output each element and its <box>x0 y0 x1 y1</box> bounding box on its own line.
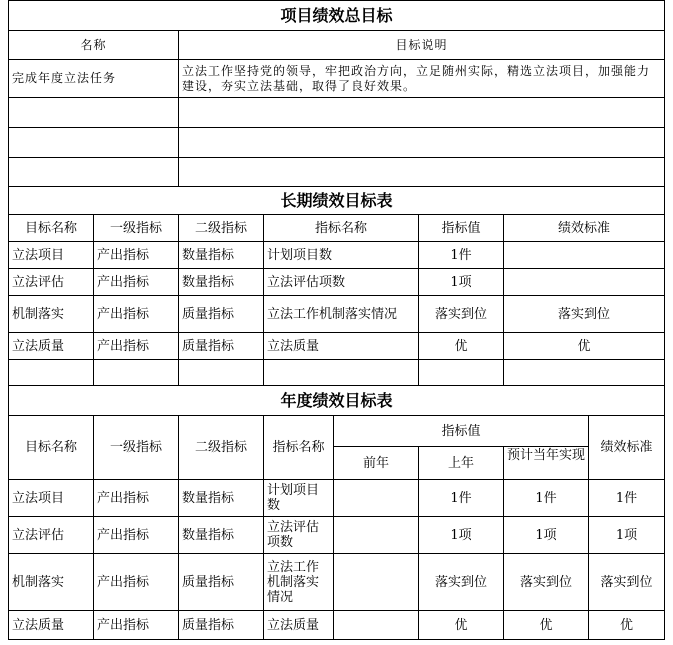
header-cell: 目标名称 <box>9 215 94 242</box>
summary-row-name: 完成年度立法任务 <box>9 60 179 98</box>
cell: 1件 <box>504 480 589 517</box>
sub-header-cell: 预计当年实现 <box>504 447 589 480</box>
cell: 产出指标 <box>94 296 179 333</box>
cell: 机制落实 <box>9 554 94 611</box>
cell: 立法质量 <box>9 333 94 360</box>
cell: 质量指标 <box>179 611 264 640</box>
cell: 1件 <box>589 480 665 517</box>
cell: 产出指标 <box>94 480 179 517</box>
cell <box>504 242 665 269</box>
cell: 1件 <box>419 480 504 517</box>
cell: 落实到位 <box>504 296 665 333</box>
cell <box>334 611 419 640</box>
header-cell: 目标名称 <box>9 416 94 480</box>
cell <box>334 480 419 517</box>
summary-table <box>8 0 665 187</box>
table-row <box>9 517 665 554</box>
header-cell: 指标值 <box>334 416 589 447</box>
empty-cell <box>179 98 665 128</box>
summary-col-desc: 目标说明 <box>179 31 665 60</box>
cell: 计划项目数 <box>264 242 419 269</box>
cell: 数量指标 <box>179 269 264 296</box>
empty-cell <box>9 128 179 158</box>
cell: 落实到位 <box>504 554 589 611</box>
cell: 机制落实 <box>9 296 94 333</box>
summary-title: 项目绩效总目标 <box>9 1 665 31</box>
cell: 计划项目数 <box>264 480 334 517</box>
cell: 落实到位 <box>419 296 504 333</box>
cell: 优 <box>419 333 504 360</box>
cell: 立法质量 <box>264 611 334 640</box>
cell: 1项 <box>589 517 665 554</box>
cell: 立法项目 <box>9 242 94 269</box>
performance-sheet <box>8 0 664 640</box>
empty-cell <box>264 360 419 386</box>
header-cell: 绩效标准 <box>504 215 665 242</box>
sub-header-cell: 上年 <box>419 447 504 480</box>
cell: 产出指标 <box>94 611 179 640</box>
cell <box>334 517 419 554</box>
cell: 立法评估项数 <box>264 517 334 554</box>
table-row <box>9 554 665 611</box>
cell: 落实到位 <box>589 554 665 611</box>
header-cell: 一级指标 <box>94 416 179 480</box>
cell: 数量指标 <box>179 480 264 517</box>
table-row <box>9 360 665 386</box>
cell: 优 <box>589 611 665 640</box>
empty-cell <box>9 360 94 386</box>
cell: 质量指标 <box>179 554 264 611</box>
cell <box>504 269 665 296</box>
table-row <box>9 296 665 333</box>
cell: 产出指标 <box>94 269 179 296</box>
empty-cell <box>179 128 665 158</box>
cell: 质量指标 <box>179 333 264 360</box>
cell: 立法工作机制落实情况 <box>264 296 419 333</box>
cell <box>334 554 419 611</box>
header-cell: 二级指标 <box>179 416 264 480</box>
cell: 优 <box>504 611 589 640</box>
cell: 立法项目 <box>9 480 94 517</box>
cell: 数量指标 <box>179 242 264 269</box>
cell: 产出指标 <box>94 242 179 269</box>
annual-table <box>8 385 665 640</box>
empty-cell <box>179 158 665 187</box>
header-cell: 二级指标 <box>179 215 264 242</box>
cell: 立法质量 <box>9 611 94 640</box>
cell: 1件 <box>419 242 504 269</box>
summary-row-desc: 立法工作坚持党的领导，牢把政治方向，立足随州实际，精选立法项目，加强能力建设，夯实立法基础，取得了良好效果。 <box>179 60 665 98</box>
cell: 落实到位 <box>419 554 504 611</box>
cell: 产出指标 <box>94 517 179 554</box>
empty-cell <box>504 360 665 386</box>
empty-cell <box>9 158 179 187</box>
table-row <box>9 269 665 296</box>
table-row <box>9 242 665 269</box>
cell: 1项 <box>419 517 504 554</box>
cell: 优 <box>504 333 665 360</box>
header-cell: 绩效标准 <box>589 416 665 480</box>
cell: 立法质量 <box>264 333 419 360</box>
header-cell: 指标名称 <box>264 416 334 480</box>
empty-cell <box>9 98 179 128</box>
header-cell: 指标名称 <box>264 215 419 242</box>
cell: 立法评估 <box>9 269 94 296</box>
empty-cell <box>179 360 264 386</box>
cell: 产出指标 <box>94 554 179 611</box>
summary-col-name: 名称 <box>9 31 179 60</box>
cell: 立法评估 <box>9 517 94 554</box>
cell: 立法工作机制落实情况 <box>264 554 334 611</box>
cell: 优 <box>419 611 504 640</box>
empty-cell <box>94 360 179 386</box>
cell: 1项 <box>504 517 589 554</box>
cell: 数量指标 <box>179 517 264 554</box>
header-cell: 指标值 <box>419 215 504 242</box>
long-term-table <box>8 186 665 386</box>
cell: 产出指标 <box>94 333 179 360</box>
table-row <box>9 611 665 640</box>
sub-header-cell: 前年 <box>334 447 419 480</box>
table-row <box>9 480 665 517</box>
cell: 1项 <box>419 269 504 296</box>
table-row <box>9 333 665 360</box>
header-cell: 一级指标 <box>94 215 179 242</box>
cell: 立法评估项数 <box>264 269 419 296</box>
annual-title: 年度绩效目标表 <box>9 386 665 416</box>
long-term-title: 长期绩效目标表 <box>9 187 665 215</box>
empty-cell <box>419 360 504 386</box>
cell: 质量指标 <box>179 296 264 333</box>
